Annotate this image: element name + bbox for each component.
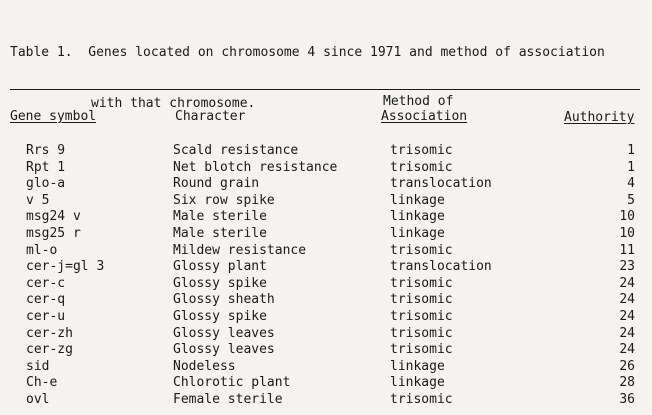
header-authority: Authority	[564, 110, 635, 125]
character-cell: Net blotch resistance	[173, 159, 338, 175]
authority-cell: 24	[619, 292, 635, 308]
method-cell: trisomic	[390, 392, 453, 407]
authority-cell: 1	[627, 159, 635, 175]
method-cell: linkage	[390, 192, 445, 208]
method-cell: trisomic	[390, 309, 453, 324]
character-cell: Six row spike	[173, 192, 275, 208]
gene-symbol-cell: msg24 v	[26, 209, 81, 225]
character-cell: Glossy spike	[173, 275, 267, 291]
method-cell: trisomic	[390, 325, 453, 341]
authority-cell: 36	[619, 392, 635, 407]
gene-symbol-cell: glo-a	[26, 176, 66, 192]
gene-symbol-cell: Ch-e	[26, 375, 58, 391]
table-caption	[10, 10, 605, 129]
table-row	[0, 226, 652, 243]
method-cell: trisomic	[390, 143, 453, 158]
character-cell: Nodeless	[173, 358, 236, 374]
caption-line-2: with that chromosome.	[91, 96, 256, 111]
method-cell: linkage	[390, 358, 445, 374]
authority-cell: 10	[619, 209, 635, 225]
table-row	[0, 359, 652, 376]
method-cell: linkage	[390, 226, 445, 241]
table-row	[0, 392, 652, 409]
method-cell: trisomic	[390, 342, 453, 358]
gene-symbol-cell: ml-o	[26, 242, 58, 258]
character-cell: Mildew resistance	[173, 242, 307, 258]
method-cell: translocation	[390, 259, 492, 275]
authority-cell: 28	[619, 375, 635, 391]
character-cell: Chlorotic plant	[173, 375, 291, 391]
authority-cell: 24	[619, 342, 635, 358]
gene-symbol-cell: Rpt 1	[26, 159, 66, 175]
table-row	[0, 292, 652, 309]
method-cell: linkage	[390, 209, 445, 225]
caption-line-1: Table 1. Genes located on chromosome 4 since 1971 and method of association	[10, 45, 605, 60]
table-row	[0, 209, 652, 226]
table-row	[0, 342, 652, 359]
method-cell: trisomic	[390, 159, 453, 175]
method-cell: trisomic	[390, 292, 453, 308]
method-cell: linkage	[390, 375, 445, 391]
gene-symbol-cell: cer-u	[26, 309, 66, 324]
authority-cell: 24	[619, 309, 635, 324]
authority-cell: 23	[619, 259, 635, 275]
gene-symbol-cell: sid	[26, 358, 50, 374]
character-cell: Male sterile	[173, 209, 267, 225]
table-row	[0, 176, 652, 193]
character-cell: Round grain	[173, 176, 260, 192]
table-row	[0, 143, 652, 160]
authority-cell: 10	[619, 226, 635, 241]
table-row	[0, 160, 652, 177]
header-character: Character	[175, 109, 246, 124]
table-row	[0, 193, 652, 210]
table-row	[0, 309, 652, 326]
header-method-line-2: Association	[381, 109, 468, 124]
character-cell: Glossy spike	[173, 309, 267, 324]
method-cell: trisomic	[390, 275, 453, 291]
authority-cell: 24	[619, 275, 635, 291]
authority-cell: 24	[619, 325, 635, 341]
table-row	[0, 276, 652, 293]
gene-symbol-cell: msg25 r	[26, 226, 81, 241]
authority-cell: 11	[619, 242, 635, 258]
gene-symbol-cell: v 5	[26, 192, 50, 208]
gene-symbol-cell: cer-j=gl 3	[26, 259, 105, 275]
authority-cell: 5	[627, 192, 635, 208]
gene-symbol-cell: cer-zg	[26, 342, 73, 358]
gene-symbol-cell: cer-q	[26, 292, 66, 308]
character-cell: Male sterile	[173, 226, 267, 241]
table-row	[0, 375, 652, 392]
character-cell: Female sterile	[173, 392, 283, 407]
table-top-rule	[10, 89, 640, 90]
method-cell: translocation	[390, 176, 492, 192]
table-row	[0, 326, 652, 343]
header-method-line-1: Method of	[383, 94, 454, 109]
character-cell: Glossy plant	[173, 259, 267, 275]
table-row	[0, 259, 652, 276]
gene-symbol-cell: ovl	[26, 392, 50, 407]
gene-symbol-cell: cer-c	[26, 275, 66, 291]
gene-symbol-cell: Rrs 9	[26, 143, 66, 158]
header-gene-symbol: Gene symbol	[10, 109, 97, 124]
table-row	[0, 243, 652, 260]
authority-cell: 1	[627, 143, 635, 158]
gene-symbol-cell: cer-zh	[26, 325, 73, 341]
character-cell: Glossy sheath	[173, 292, 275, 308]
method-cell: trisomic	[390, 242, 453, 258]
character-cell: Scald resistance	[173, 143, 299, 158]
authority-cell: 4	[627, 176, 635, 192]
character-cell: Glossy leaves	[173, 342, 275, 358]
authority-cell: 26	[619, 358, 635, 374]
character-cell: Glossy leaves	[173, 325, 275, 341]
